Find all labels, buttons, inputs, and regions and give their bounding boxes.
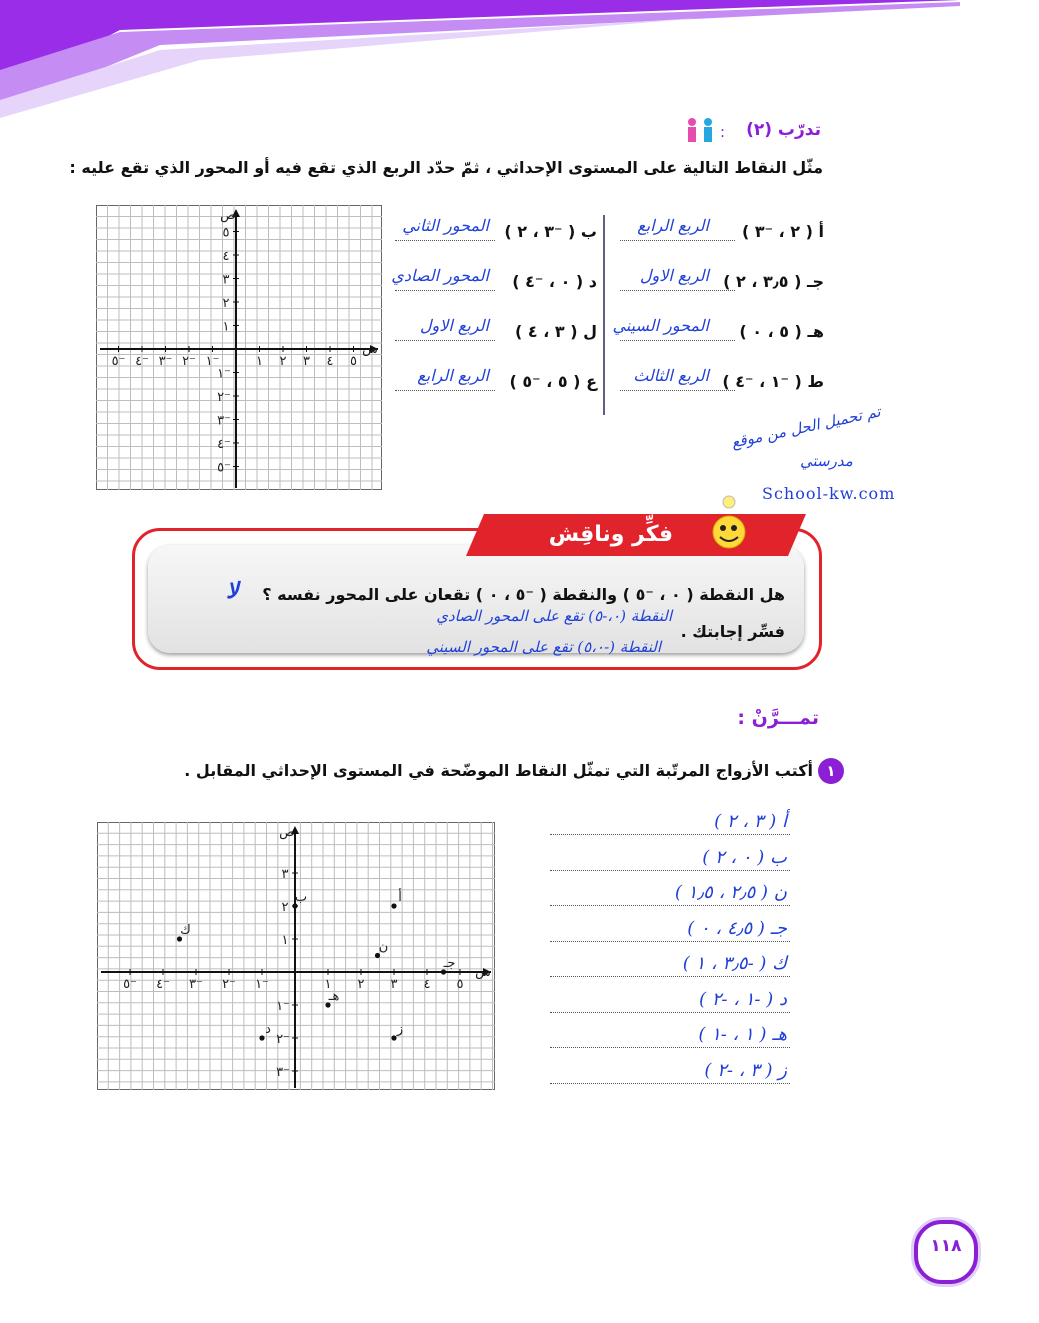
y-tick-label: ١ — [222, 319, 230, 335]
x-tick-label: ٢⁻ — [222, 977, 236, 992]
coordinate-grid-1 — [96, 205, 382, 490]
point-label: ن — [378, 939, 389, 955]
svg-text::: : — [720, 123, 726, 141]
answer-line — [550, 941, 790, 942]
exercise-answer: هـ ( ١ ، -١ ) — [698, 1024, 787, 1045]
x-tick-label: ١ — [324, 977, 332, 992]
point-label: ب — [294, 890, 308, 905]
answer-line — [395, 240, 495, 241]
answer-line — [550, 834, 790, 835]
practice-point: د ( ٠ ، ⁻٤ ) — [512, 272, 597, 291]
practice-answer: المحور السيني — [612, 316, 709, 335]
x-tick-label: ١ — [256, 354, 263, 369]
exercise-title: تمـــرَّنْ : — [737, 707, 819, 729]
x-tick-label: ١⁻ — [205, 354, 220, 369]
answer-line — [620, 290, 735, 291]
think-banner-title: فكِّر وناقِش — [548, 522, 673, 547]
coordinate-grid-2 — [97, 822, 495, 1090]
practice-point: ط ( ⁻١ ، ⁻٤ ) — [722, 372, 824, 391]
y-tick-label: ٣ — [222, 272, 230, 288]
practice-point: ع ( ٥ ، ⁻٥ ) — [509, 372, 597, 391]
practice-instruction: مثّل النقاط التالية على المستوى الإحداثي ، ثمّ حدّد الربع الذي تقع فيه أو المحور الذي تقع عليه : — [69, 158, 823, 177]
answer-line — [395, 340, 495, 341]
practice-answer: الربع الاول — [639, 266, 709, 285]
practice-point: أ ( ٢ ، ⁻٣ ) — [741, 222, 824, 241]
y-tick-label: ٣⁻ — [217, 413, 231, 429]
answer-line — [550, 1012, 790, 1013]
point-label: جـ — [443, 956, 456, 971]
point-label: د — [265, 1022, 271, 1037]
x-tick-label: ١⁻ — [255, 977, 269, 992]
think-question: هل النقطة ( ٠ ، ⁻٥ ) والنقطة ( ⁻٥ ، ٠ ) تقعان على المحور نفسه ؟ — [262, 585, 785, 604]
y-tick-label: ٥ — [222, 225, 230, 241]
answer-line — [620, 390, 735, 391]
y-tick-label: ٥⁻ — [217, 460, 231, 476]
header-decoration — [0, 0, 1039, 120]
x-tick-label: ٢ — [279, 354, 287, 369]
exercise-answer: ك ( -٣٫٥ ، ١ ) — [682, 953, 787, 974]
x-tick-label: ٣ — [303, 354, 310, 369]
exercise-answer: جـ ( ٤٫٥ ، ٠ ) — [687, 917, 787, 939]
point-label: أ — [398, 890, 402, 905]
answer-line — [550, 976, 790, 977]
think-hand-line-2: النقطة (-٥،٠) تقع على المحور السيني — [426, 638, 661, 656]
exercise-answer: ب ( ٠ ، ٢ ) — [702, 846, 787, 868]
think-explain: فسِّر إجابتك . — [680, 622, 785, 641]
exercise-question: أكتب الأزواج المرتّبة التي تمثّل النقاط الموضّحة في المستوى الإحداثي المقابل . — [184, 761, 813, 780]
x-tick-label: ٣ — [390, 977, 398, 992]
answer-line — [550, 1083, 790, 1084]
practice-title: تدرّب (٢) — [746, 120, 821, 140]
answer-line — [395, 290, 495, 291]
y-tick-label: ٤⁻ — [217, 437, 231, 452]
y-axis-label: ص — [279, 825, 295, 840]
students-icon — [684, 117, 736, 143]
x-tick-label: ٤ — [326, 354, 334, 369]
practice-answer: المحور الصادي — [391, 266, 489, 285]
x-tick-label: ٥ — [456, 977, 464, 992]
x-axis-label: س — [475, 965, 491, 980]
practice-answer: المحور الثاني — [402, 216, 489, 235]
y-tick-label: ٢ — [222, 296, 230, 311]
x-tick-label: ٤⁻ — [156, 977, 170, 992]
watermark-line-2: مدرستي — [800, 452, 853, 470]
smiley-icon — [703, 492, 753, 552]
x-tick-label: ٣⁻ — [158, 354, 173, 369]
answer-line — [620, 240, 735, 241]
x-tick-label: ٥ — [350, 354, 357, 369]
y-tick-label: ١ — [281, 933, 289, 948]
think-answer-short: لا — [226, 578, 239, 604]
point-label: ز — [396, 1022, 404, 1037]
x-tick-label: ٢⁻ — [182, 354, 196, 369]
practice-answer: الربع الاول — [419, 316, 489, 335]
y-tick-label: ٢ — [281, 900, 289, 915]
y-axis-label: ص — [220, 208, 236, 223]
y-tick-label: ٢⁻ — [276, 1032, 290, 1047]
practice-point: جـ ( ٣٫٥ ، ٢ ) — [723, 272, 824, 291]
practice-answer: الربع الرابع — [417, 366, 489, 385]
y-tick-label: ٤ — [222, 249, 230, 264]
think-hand-line-1: النقطة (٠،-٥) تقع على المحور الصادي — [436, 607, 672, 625]
x-tick-label: ٢ — [357, 977, 365, 992]
plotted-point — [259, 1035, 264, 1040]
plotted-point — [391, 1035, 396, 1040]
y-tick-label: ٣ — [281, 867, 289, 882]
point-label: هـ — [328, 989, 340, 1004]
answer-line — [550, 870, 790, 871]
y-tick-label: ١⁻ — [276, 999, 290, 1014]
y-tick-label: ٢⁻ — [217, 390, 231, 405]
answer-line — [550, 1047, 790, 1048]
practice-point: ل ( ٣ ، ٤ ) — [515, 322, 597, 341]
practice-answer: الربع الثالث — [633, 366, 709, 385]
page-number: ١١٨ — [930, 1236, 962, 1256]
x-tick-label: ٤ — [423, 977, 431, 992]
practice-point: هـ ( ٥ ، ٠ ) — [739, 322, 824, 341]
plotted-point — [391, 903, 396, 908]
watermark-line-3: School-kw.com — [762, 484, 896, 503]
watermark-line-1: تم تحميل الحل من موقع — [729, 402, 883, 452]
exercise-answer: ز ( ٣ ، -٢ ) — [704, 1059, 787, 1081]
question-number-badge: ١ — [818, 758, 844, 784]
answer-line — [620, 340, 735, 341]
x-tick-label: ٤⁻ — [135, 354, 149, 369]
answer-line — [395, 390, 495, 391]
x-tick-label: ٥⁻ — [111, 354, 126, 369]
exercise-answer: د ( -١ ، -٢ ) — [698, 988, 787, 1010]
answer-line — [550, 905, 790, 906]
exercise-answer: ن ( ٢٫٥ ، ١٫٥ ) — [674, 882, 787, 903]
exercise-answer: أ ( ٣ ، ٢ ) — [714, 811, 787, 832]
y-tick-label: ٣⁻ — [276, 1065, 290, 1080]
x-tick-label: ٥⁻ — [123, 977, 137, 992]
column-divider — [603, 215, 605, 415]
x-axis-label: س — [362, 342, 378, 357]
practice-point: ب ( ⁻٣ ، ٢ ) — [504, 222, 597, 241]
y-tick-label: ١⁻ — [217, 366, 231, 382]
x-tick-label: ٣⁻ — [189, 977, 203, 992]
practice-answer: الربع الرابع — [637, 216, 709, 235]
point-label: ك — [180, 923, 191, 938]
